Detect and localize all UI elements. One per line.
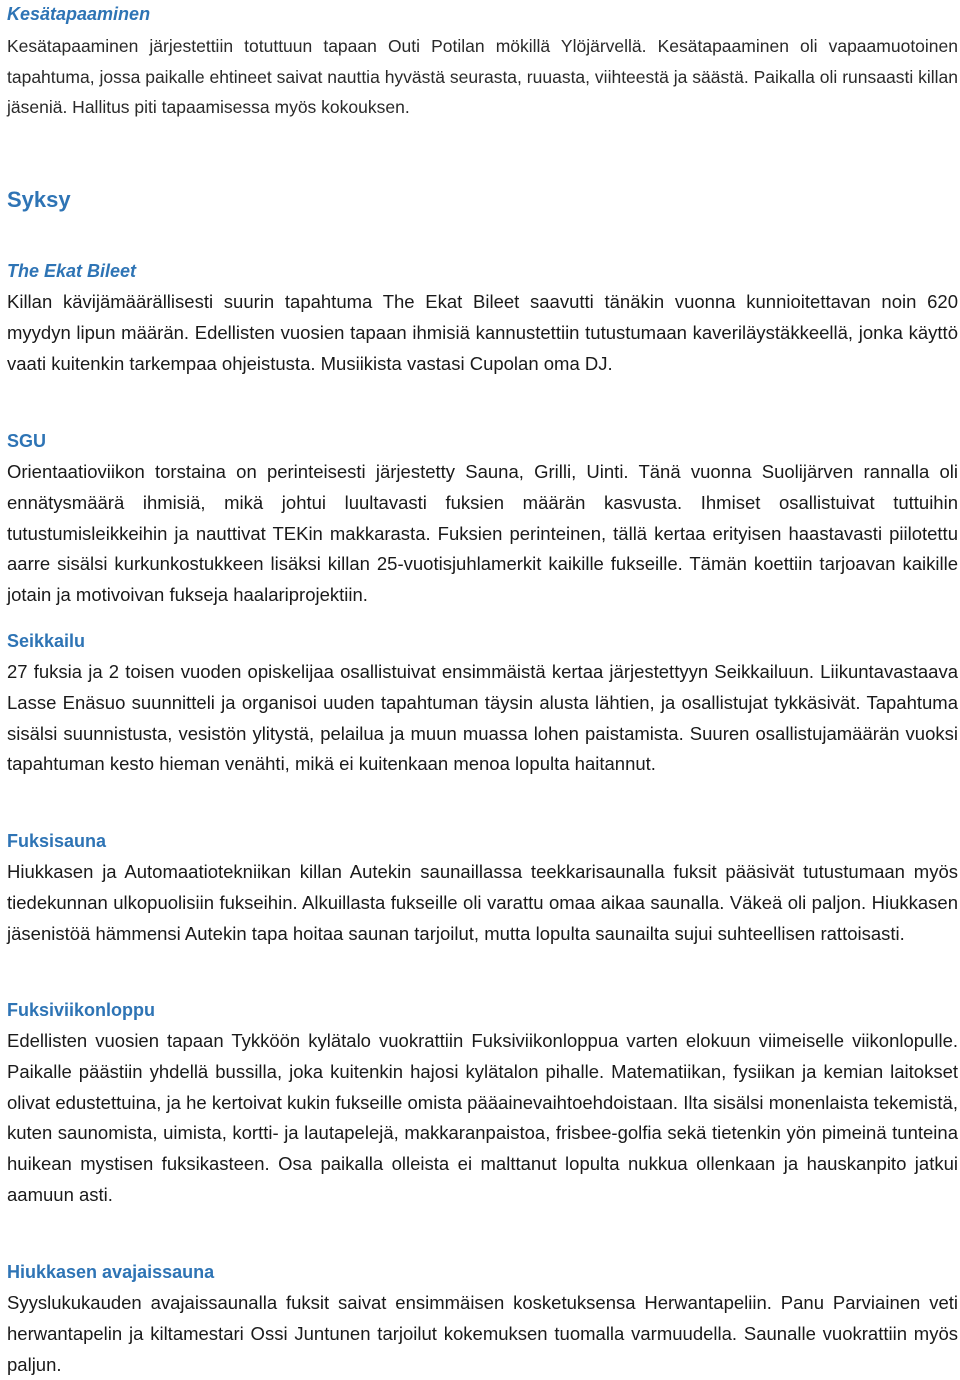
paragraph-sgu: Orientaatioviikon torstaina on perinteisesti järjestetty Sauna, Grilli, Uinti. Tänä vuonna Suolijärven rannalla oli ennätysmäärä ihmisiä, mikä johtui luultavasti fuksien määrän kasvusta. Ihmiset osallistuivat tuttuihin tutustumisleikkeihin ja nauttivat TEKin makkarasta. Fuksien perinteinen, tällä kertaa erityisen haastavasti piilotettu aarre sisälsi kurkunkostukkeen lisäksi killan 25-vuotisjuhlamerkit kaikille fukseille. Tämän koettiin tarjoavan kaikille jotain ja motivoivan fukseja haalariprojektiin.: [7, 461, 958, 606]
section-kesatapaaminen: [7, 2, 958, 123]
paragraph-kesatapaaminen: Kesätapaaminen järjestettiin totuttuun tapaan Outi Potilan mökillä Ylöjärvellä. Kesätapaaminen oli vapaamuotoinen tapahtuma, jossa paikalle ehtineet saivat nauttia hyvästä seurasta, ruuasta, viihteestä ja säästä. Paikalla oli runsaasti killan jäseniä. Hallitus piti tapaamisessa myös kokouksen.: [7, 36, 958, 117]
heading-fuksiviikonloppu: Fuksiviikonloppu: [7, 1000, 156, 1020]
section-fuksiviikonloppu: [7, 998, 958, 1211]
heading-seikkailu: Seikkailu: [7, 631, 86, 651]
heading-syksy: Syksy: [7, 187, 71, 212]
paragraph-ekat-bileet: Killan kävijämäärällisesti suurin tapahtuma The Ekat Bileet saavutti tänäkin vuonna kunnioitettavan noin 620 myydyn lipun määrän. Edellisten vuosien tapaan ihmisiä kannustettiin tutustumaan kaveriläystäkkeellä, jonka käyttö vaati kuitenkin tarkempaa ohjeistusta. Musiikista vastasi Cupolan oma DJ.: [7, 291, 958, 374]
section-sgu: [7, 429, 958, 611]
section-fuksisauna: [7, 829, 958, 949]
heading-kesatapaaminen: Kesätapaaminen: [7, 4, 151, 24]
paragraph-fuksiviikonloppu: Edellisten vuosien tapaan Tykköön kylätalo vuokrattiin Fuksiviikonloppua varten elokuun viimeiselle viikonlopulle. Paikalle päästiin yhdellä bussilla, joka kuitenkin hajosi kylätalon pihalle. Matematiikan, fysiikan ja kemian laitokset olivat edustettuina, ja he kertoivat kukin fukseille omista pääainevaihtoehdoistaan. Ilta sisälsi monenlaista tekemistä, kuten saunomista, uimista, kortti- ja lautapelejä, makkaranpaistoa, frisbee-golfia sekä tietenkin yön pimeinä tunteina huikean mystisen fuksikasteen. Osa paikalla olleista ei malttanut lopulta nukkua ollenkaan ja hauskanpito jatkui aamuun asti.: [7, 1030, 958, 1205]
paragraph-fuksisauna: Hiukkasen ja Automaatiotekniikan killan Autekin saunaillassa teekkarisaunalla fuksit pääsivät tutustumaan myös tiedekunnan ulkopuolisiin fukseihin. Alkuillasta fukseille oli varattu omaa aikaa saunalla. Väkeä oli paljon. Hiukkasen jäsenistöä hämmensi Autekin tapa hoitaa saunan tarjoilut, mutta lopulta saunailta sujui suhteellisen rattoisasti.: [7, 861, 958, 944]
section-ekat-bileet: [7, 259, 958, 379]
section-seikkailu: [7, 629, 958, 780]
paragraph-seikkailu: 27 fuksia ja 2 toisen vuoden opiskelijaa osallistuivat ensimmäistä kertaa järjestettyyn Seikkailuun. Liikuntavastaava Lasse Enäsuo suunnitteli ja organisoi uuden tapahtuman täysin alusta lähtien, ja osallistujat tykkäsivät. Tapahtuma sisälsi suunnistusta, vesistön ylitystä, pelailua ja muun muassa lohen paistamista. Suuren osallistujamäärän vuoksi tapahtuman kesto hieman venähti, mikä ei kuitenkaan menoa lopulta haitannut.: [7, 661, 958, 775]
heading-sgu: SGU: [7, 431, 47, 451]
heading-fuksisauna: Fuksisauna: [7, 831, 107, 851]
paragraph-avajaissauna: Syyslukukauden avajaissaunalla fuksit saivat ensimmäisen kosketuksensa Herwantapeliin. Panu Parviainen veti herwantapelin ja kiltamestari Ossi Juntunen tarjoilut kokemuksen tuomalla varmuudella. Saunalle vuokrattiin myös paljun.: [7, 1292, 958, 1375]
heading-ekat-bileet: The Ekat Bileet: [7, 261, 137, 281]
section-avajaissauna: [7, 1260, 958, 1380]
section-syksy: [7, 185, 958, 215]
heading-avajaissauna: Hiukkasen avajaissauna: [7, 1262, 215, 1282]
